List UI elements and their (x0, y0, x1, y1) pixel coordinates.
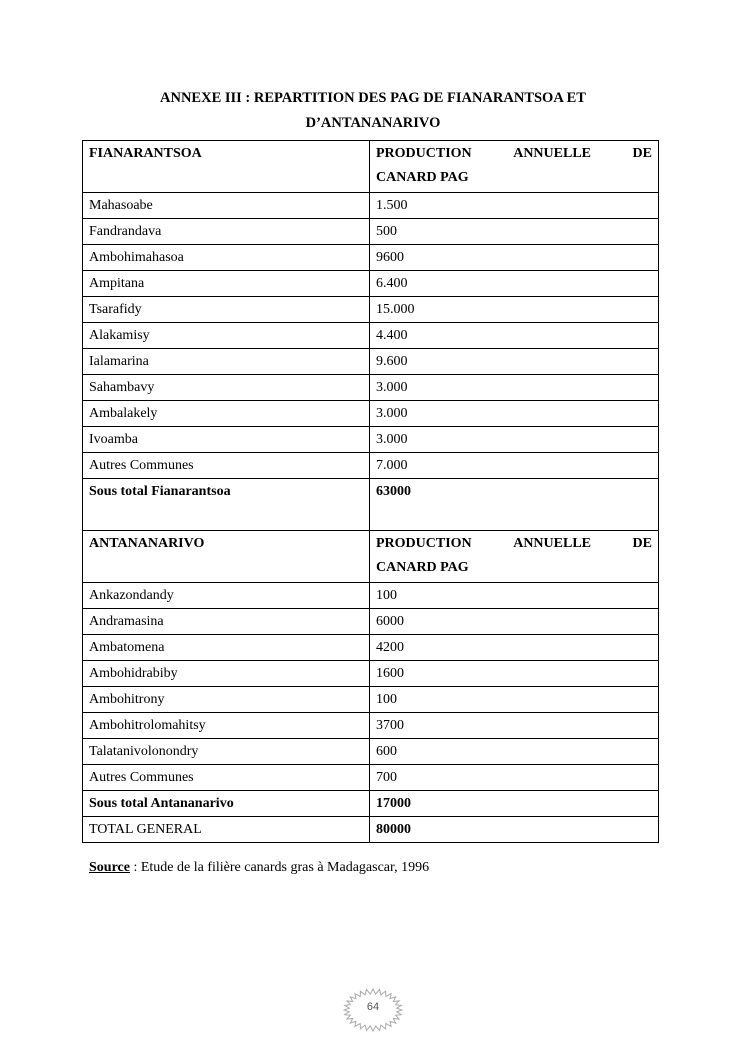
table-row (83, 271, 659, 297)
commune-name: Alakamisy (89, 328, 150, 343)
table-row (83, 713, 659, 739)
total-label: TOTAL GENERAL (89, 822, 202, 837)
commune-name: Ambohitrolomahitsy (89, 718, 206, 733)
production-header-word: PRODUCTION (376, 146, 472, 161)
commune-name: Ialamarina (89, 354, 149, 369)
production-value: 600 (376, 744, 397, 759)
subtotal-row (83, 791, 659, 817)
table-row (83, 219, 659, 245)
subtotal-value: 17000 (376, 796, 411, 811)
production-value: 700 (376, 770, 397, 785)
production-value: 15.000 (376, 302, 415, 317)
table-row (83, 739, 659, 765)
subtotal-label: Sous total Fianarantsoa (89, 484, 231, 499)
production-header-line2: CANARD PAG (376, 560, 469, 575)
page-title-line-1: ANNEXE III : REPARTITION DES PAG DE FIANARANTSOA ET (160, 90, 586, 106)
commune-name: Ivoamba (89, 432, 138, 447)
commune-name: Ambalakely (89, 406, 158, 421)
commune-name: Andramasina (89, 614, 164, 629)
production-value: 100 (376, 692, 397, 707)
table-row (83, 661, 659, 687)
commune-name: Fandrandava (89, 224, 162, 239)
production-value: 3.000 (376, 432, 408, 447)
commune-name: Ambatomena (89, 640, 165, 655)
production-header-line2: CANARD PAG (376, 170, 469, 185)
production-value: 500 (376, 224, 397, 239)
commune-name: Ambohidrabiby (89, 666, 178, 681)
production-value: 7.000 (376, 458, 408, 473)
table-header-row (83, 531, 659, 583)
page-title-line-2: D’ANTANANARIVO (305, 115, 441, 131)
source-label: Source (89, 860, 130, 875)
production-value: 9.600 (376, 354, 408, 369)
subtotal-value: 63000 (376, 484, 411, 499)
table-row (83, 245, 659, 271)
commune-name: Ambohitrony (89, 692, 165, 707)
commune-name: Ankazondandy (89, 588, 174, 603)
page-number: 64 (366, 1001, 380, 1013)
table-row (83, 687, 659, 713)
commune-name: Tsarafidy (89, 302, 142, 317)
table-row (83, 323, 659, 349)
commune-name: Ambohimahasoa (89, 250, 184, 265)
table-row (83, 401, 659, 427)
production-value: 3700 (376, 718, 404, 733)
source-note (89, 857, 429, 879)
table-row (83, 609, 659, 635)
production-value: 6.400 (376, 276, 408, 291)
subtotal-row (83, 479, 659, 531)
region-header: ANTANANARIVO (89, 536, 205, 551)
total-row (83, 817, 659, 843)
commune-name: Sahambavy (89, 380, 155, 395)
pag-distribution-table (82, 140, 659, 843)
production-value: 6000 (376, 614, 404, 629)
table-row (83, 349, 659, 375)
table-row (83, 453, 659, 479)
subtotal-label: Sous total Antananarivo (89, 796, 234, 811)
page-number-badge (343, 988, 403, 1032)
production-value: 4200 (376, 640, 404, 655)
table-row (83, 583, 659, 609)
table-row (83, 193, 659, 219)
total-value: 80000 (376, 822, 411, 837)
production-header-word: ANNUELLE (513, 536, 591, 551)
production-value: 3.000 (376, 380, 408, 395)
commune-name: Talatanivolonondry (89, 744, 199, 759)
region-header: FIANARANTSOA (89, 146, 202, 161)
table-row (83, 297, 659, 323)
table-header-row (83, 141, 659, 193)
table-row (83, 765, 659, 791)
production-header-word: DE (632, 146, 652, 161)
production-header-word: DE (632, 536, 652, 551)
production-value: 4.400 (376, 328, 408, 343)
production-value: 100 (376, 588, 397, 603)
commune-name: Autres Communes (89, 770, 194, 785)
production-header-word: ANNUELLE (513, 146, 591, 161)
production-value: 9600 (376, 250, 404, 265)
table-row (83, 427, 659, 453)
production-header-word: PRODUCTION (376, 536, 472, 551)
table-row (83, 375, 659, 401)
commune-name: Autres Communes (89, 458, 194, 473)
table-row (83, 635, 659, 661)
source-text: : Etude de la filière canards gras à Madagascar, 1996 (129, 860, 430, 875)
production-value: 3.000 (376, 406, 408, 421)
production-value: 1600 (376, 666, 404, 681)
production-value: 1.500 (376, 198, 408, 213)
commune-name: Mahasoabe (89, 198, 153, 213)
commune-name: Ampitana (89, 276, 145, 291)
